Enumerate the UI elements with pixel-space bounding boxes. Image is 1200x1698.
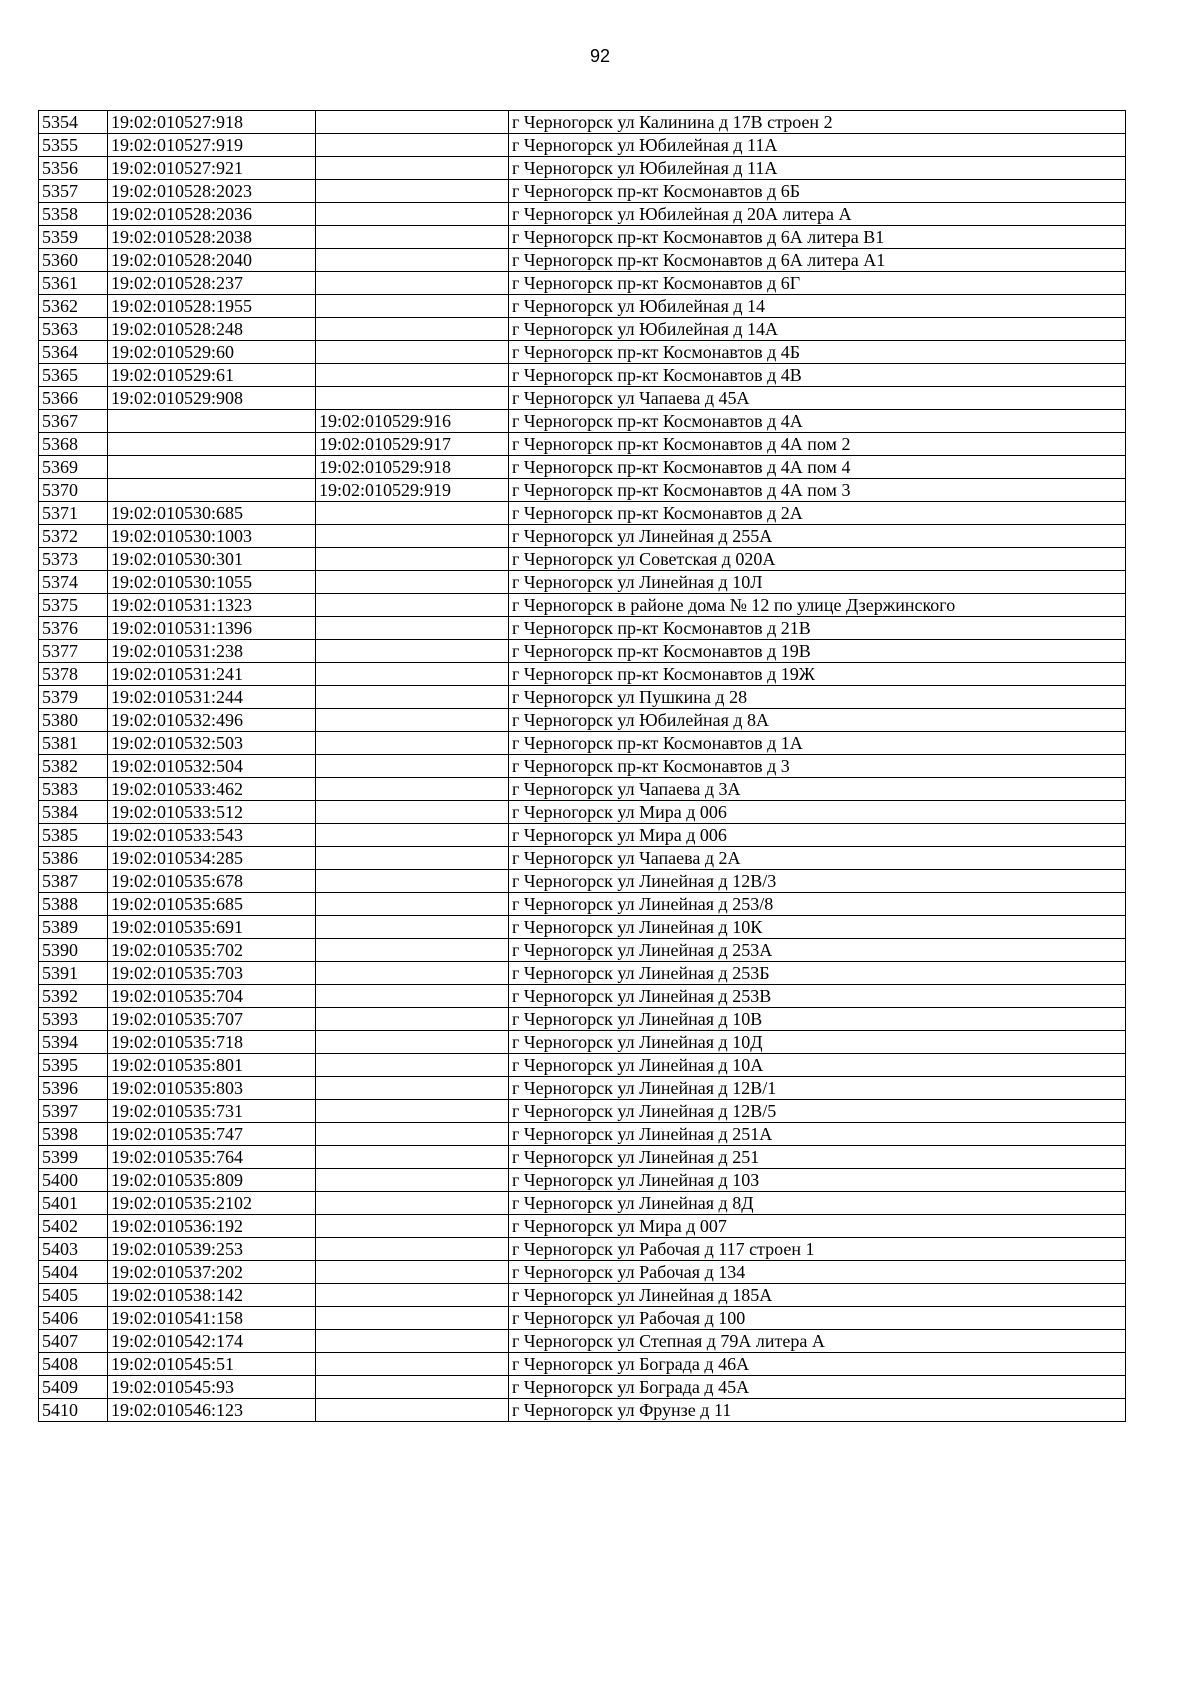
- secondary-cadastral-number-cell: [316, 1215, 509, 1238]
- secondary-cadastral-number-cell: [316, 226, 509, 249]
- secondary-cadastral-number-cell: [316, 594, 509, 617]
- cadastral-number-cell: 19:02:010535:718: [108, 1031, 316, 1054]
- address-cell: г Черногорск пр-кт Космонавтов д 6А литера А1: [509, 249, 1126, 272]
- row-number-cell: 5402: [39, 1215, 108, 1238]
- address-cell: г Черногорск ул Линейная д 10А: [509, 1054, 1126, 1077]
- address-cell: г Черногорск ул Линейная д 12В/1: [509, 1077, 1126, 1100]
- secondary-cadastral-number-cell: [316, 709, 509, 732]
- row-number-cell: 5404: [39, 1261, 108, 1284]
- row-number-cell: 5399: [39, 1146, 108, 1169]
- address-cell: г Черногорск ул Мира д 006: [509, 801, 1126, 824]
- row-number-cell: 5396: [39, 1077, 108, 1100]
- secondary-cadastral-number-cell: [316, 847, 509, 870]
- secondary-cadastral-number-cell: [316, 134, 509, 157]
- row-number-cell: 5410: [39, 1399, 108, 1422]
- row-number-cell: 5381: [39, 732, 108, 755]
- row-number-cell: 5386: [39, 847, 108, 870]
- row-number-cell: 5390: [39, 939, 108, 962]
- cadastral-number-cell: 19:02:010546:123: [108, 1399, 316, 1422]
- cadastral-number-cell: 19:02:010532:496: [108, 709, 316, 732]
- cadastral-number-cell: 19:02:010535:747: [108, 1123, 316, 1146]
- address-cell: г Черногорск пр-кт Космонавтов д 21В: [509, 617, 1126, 640]
- row-number-cell: 5384: [39, 801, 108, 824]
- row-number-cell: 5373: [39, 548, 108, 571]
- row-number-cell: 5362: [39, 295, 108, 318]
- cadastral-number-cell: 19:02:010530:685: [108, 502, 316, 525]
- cadastral-number-cell: 19:02:010535:731: [108, 1100, 316, 1123]
- cadastral-number-cell: 19:02:010535:803: [108, 1077, 316, 1100]
- address-cell: г Черногорск пр-кт Космонавтов д 4В: [509, 364, 1126, 387]
- row-number-cell: 5360: [39, 249, 108, 272]
- secondary-cadastral-number-cell: [316, 1077, 509, 1100]
- address-cell: г Черногорск пр-кт Космонавтов д 4А пом 3: [509, 479, 1126, 502]
- row-number-cell: 5374: [39, 571, 108, 594]
- secondary-cadastral-number-cell: [316, 502, 509, 525]
- table-row: [39, 410, 1126, 433]
- address-cell: г Черногорск ул Линейная д 10К: [509, 916, 1126, 939]
- table-row: [39, 1192, 1126, 1215]
- secondary-cadastral-number-cell: [316, 640, 509, 663]
- cadastral-number-cell: 19:02:010541:158: [108, 1307, 316, 1330]
- address-cell: г Черногорск пр-кт Космонавтов д 6Б: [509, 180, 1126, 203]
- secondary-cadastral-number-cell: [316, 525, 509, 548]
- secondary-cadastral-number-cell: [316, 962, 509, 985]
- table-row: [39, 1169, 1126, 1192]
- row-number-cell: 5377: [39, 640, 108, 663]
- table-row: [39, 295, 1126, 318]
- table-row: [39, 1376, 1126, 1399]
- cadastral-number-cell: 19:02:010535:691: [108, 916, 316, 939]
- table-row: [39, 801, 1126, 824]
- row-number-cell: 5409: [39, 1376, 108, 1399]
- secondary-cadastral-number-cell: [316, 939, 509, 962]
- address-cell: г Черногорск пр-кт Космонавтов д 4А пом 4: [509, 456, 1126, 479]
- cadastral-number-cell: 19:02:010530:1055: [108, 571, 316, 594]
- table-row: [39, 1077, 1126, 1100]
- row-number-cell: 5393: [39, 1008, 108, 1031]
- row-number-cell: 5408: [39, 1353, 108, 1376]
- row-number-cell: 5358: [39, 203, 108, 226]
- address-cell: г Черногорск пр-кт Космонавтов д 4А: [509, 410, 1126, 433]
- secondary-cadastral-number-cell: [316, 249, 509, 272]
- cadastral-number-cell: 19:02:010533:512: [108, 801, 316, 824]
- secondary-cadastral-number-cell: [316, 1238, 509, 1261]
- secondary-cadastral-number-cell: [316, 755, 509, 778]
- address-cell: г Черногорск ул Степная д 79А литера А: [509, 1330, 1126, 1353]
- row-number-cell: 5366: [39, 387, 108, 410]
- address-cell: г Черногорск ул Линейная д 251А: [509, 1123, 1126, 1146]
- address-cell: г Черногорск ул Линейная д 10З: [509, 1169, 1126, 1192]
- address-cell: г Черногорск ул Калинина д 17В строен 2: [509, 111, 1126, 134]
- cadastral-number-cell: 19:02:010531:241: [108, 663, 316, 686]
- secondary-cadastral-number-cell: [316, 571, 509, 594]
- address-cell: г Черногорск пр-кт Космонавтов д 1А: [509, 732, 1126, 755]
- cadastral-number-cell: 19:02:010531:244: [108, 686, 316, 709]
- table-row: [39, 479, 1126, 502]
- row-number-cell: 5367: [39, 410, 108, 433]
- table-row: [39, 640, 1126, 663]
- cadastral-number-cell: 19:02:010535:801: [108, 1054, 316, 1077]
- row-number-cell: 5370: [39, 479, 108, 502]
- row-number-cell: 5368: [39, 433, 108, 456]
- secondary-cadastral-number-cell: [316, 870, 509, 893]
- address-cell: г Черногорск ул Рабочая д 117 строен 1: [509, 1238, 1126, 1261]
- cadastral-number-cell: 19:02:010528:248: [108, 318, 316, 341]
- cadastral-number-cell: 19:02:010535:685: [108, 893, 316, 916]
- table-row: [39, 1146, 1126, 1169]
- table-row: [39, 226, 1126, 249]
- row-number-cell: 5403: [39, 1238, 108, 1261]
- table-row: [39, 525, 1126, 548]
- row-number-cell: 5380: [39, 709, 108, 732]
- address-cell: г Черногорск ул Линейная д 251: [509, 1146, 1126, 1169]
- table-row: [39, 916, 1126, 939]
- row-number-cell: 5391: [39, 962, 108, 985]
- address-cell: г Черногорск ул Линейная д 253Б: [509, 962, 1126, 985]
- address-cell: г Черногорск ул Линейная д 12В/5: [509, 1100, 1126, 1123]
- cadastral-number-cell: 19:02:010528:2038: [108, 226, 316, 249]
- secondary-cadastral-number-cell: [316, 1192, 509, 1215]
- cadastral-number-cell: 19:02:010530:301: [108, 548, 316, 571]
- secondary-cadastral-number-cell: [316, 916, 509, 939]
- table-row: [39, 778, 1126, 801]
- cadastral-number-cell: 19:02:010535:703: [108, 962, 316, 985]
- row-number-cell: 5376: [39, 617, 108, 640]
- secondary-cadastral-number-cell: [316, 1399, 509, 1422]
- table-row: [39, 180, 1126, 203]
- address-cell: г Черногорск ул Советская д 020А: [509, 548, 1126, 571]
- row-number-cell: 5397: [39, 1100, 108, 1123]
- secondary-cadastral-number-cell: [316, 364, 509, 387]
- table-row: [39, 1123, 1126, 1146]
- address-cell: г Черногорск ул Юбилейная д 14: [509, 295, 1126, 318]
- cadastral-number-cell: 19:02:010529:60: [108, 341, 316, 364]
- table-row: [39, 1100, 1126, 1123]
- secondary-cadastral-number-cell: [316, 1261, 509, 1284]
- table-row: [39, 157, 1126, 180]
- secondary-cadastral-number-cell: [316, 180, 509, 203]
- cadastral-number-cell: 19:02:010535:704: [108, 985, 316, 1008]
- secondary-cadastral-number-cell: 19:02:010529:917: [316, 433, 509, 456]
- row-number-cell: 5389: [39, 916, 108, 939]
- cadastral-number-cell: 19:02:010531:1323: [108, 594, 316, 617]
- cadastral-number-cell: 19:02:010535:2102: [108, 1192, 316, 1215]
- address-cell: г Черногорск пр-кт Космонавтов д 6Г: [509, 272, 1126, 295]
- table-row: [39, 387, 1126, 410]
- secondary-cadastral-number-cell: [316, 1123, 509, 1146]
- secondary-cadastral-number-cell: [316, 617, 509, 640]
- cadastral-number-cell: 19:02:010527:918: [108, 111, 316, 134]
- cadastral-number-cell: 19:02:010532:504: [108, 755, 316, 778]
- address-cell: г Черногорск ул Юбилейная д 11А: [509, 157, 1126, 180]
- cadastral-number-cell: 19:02:010530:1003: [108, 525, 316, 548]
- table-row: [39, 893, 1126, 916]
- secondary-cadastral-number-cell: [316, 1169, 509, 1192]
- address-cell: г Черногорск ул Чапаева д 2А: [509, 847, 1126, 870]
- secondary-cadastral-number-cell: [316, 548, 509, 571]
- cadastral-number-cell: 19:02:010531:238: [108, 640, 316, 663]
- table-row: [39, 272, 1126, 295]
- cadastral-number-cell: 19:02:010528:237: [108, 272, 316, 295]
- row-number-cell: 5378: [39, 663, 108, 686]
- row-number-cell: 5385: [39, 824, 108, 847]
- secondary-cadastral-number-cell: [316, 1031, 509, 1054]
- secondary-cadastral-number-cell: [316, 801, 509, 824]
- row-number-cell: 5364: [39, 341, 108, 364]
- row-number-cell: 5359: [39, 226, 108, 249]
- secondary-cadastral-number-cell: [316, 1376, 509, 1399]
- address-cell: г Черногорск ул Линейная д 12В/3: [509, 870, 1126, 893]
- row-number-cell: 5356: [39, 157, 108, 180]
- row-number-cell: 5363: [39, 318, 108, 341]
- address-cell: г Черногорск в районе дома № 12 по улице Дзержинского: [509, 594, 1126, 617]
- address-cell: г Черногорск ул Рабочая д 100: [509, 1307, 1126, 1330]
- table-row: [39, 617, 1126, 640]
- secondary-cadastral-number-cell: [316, 1008, 509, 1031]
- address-cell: г Черногорск ул Линейная д 10Д: [509, 1031, 1126, 1054]
- table-row: [39, 1284, 1126, 1307]
- cadastral-number-cell: 19:02:010535:707: [108, 1008, 316, 1031]
- table-row: [39, 548, 1126, 571]
- table-row: [39, 755, 1126, 778]
- row-number-cell: 5357: [39, 180, 108, 203]
- address-cell: г Черногорск пр-кт Космонавтов д 4Б: [509, 341, 1126, 364]
- secondary-cadastral-number-cell: [316, 663, 509, 686]
- address-cell: г Черногорск пр-кт Космонавтов д 19В: [509, 640, 1126, 663]
- cadastral-number-cell: 19:02:010534:285: [108, 847, 316, 870]
- table-row: [39, 111, 1126, 134]
- secondary-cadastral-number-cell: [316, 1353, 509, 1376]
- table-row: [39, 686, 1126, 709]
- cadastral-number-cell: 19:02:010531:1396: [108, 617, 316, 640]
- address-cell: г Черногорск ул Юбилейная д 14А: [509, 318, 1126, 341]
- cadastral-number-cell: 19:02:010545:51: [108, 1353, 316, 1376]
- table-row: [39, 571, 1126, 594]
- records-table: [38, 110, 1126, 1422]
- page-number: 92: [589, 46, 611, 66]
- cadastral-number-cell: 19:02:010527:919: [108, 134, 316, 157]
- row-number-cell: 5388: [39, 893, 108, 916]
- table-row: [39, 203, 1126, 226]
- address-cell: г Черногорск ул Линейная д 255А: [509, 525, 1126, 548]
- address-cell: г Черногорск ул Мира д 007: [509, 1215, 1126, 1238]
- row-number-cell: 5355: [39, 134, 108, 157]
- table-row: [39, 824, 1126, 847]
- address-cell: г Черногорск ул Линейная д 10В: [509, 1008, 1126, 1031]
- address-cell: г Черногорск ул Линейная д 185А: [509, 1284, 1126, 1307]
- cadastral-number-cell: 19:02:010528:1955: [108, 295, 316, 318]
- address-cell: г Черногорск ул Фрунзе д 11: [509, 1399, 1126, 1422]
- table-row: [39, 962, 1126, 985]
- table-row: [39, 1307, 1126, 1330]
- address-cell: г Черногорск ул Пушкина д 28: [509, 686, 1126, 709]
- row-number-cell: 5365: [39, 364, 108, 387]
- secondary-cadastral-number-cell: [316, 893, 509, 916]
- secondary-cadastral-number-cell: [316, 732, 509, 755]
- cadastral-number-cell: 19:02:010545:93: [108, 1376, 316, 1399]
- row-number-cell: 5401: [39, 1192, 108, 1215]
- cadastral-number-cell: 19:02:010538:142: [108, 1284, 316, 1307]
- row-number-cell: 5372: [39, 525, 108, 548]
- cadastral-number-cell: [108, 433, 316, 456]
- secondary-cadastral-number-cell: [316, 778, 509, 801]
- row-number-cell: 5406: [39, 1307, 108, 1330]
- table-row: [39, 134, 1126, 157]
- address-cell: г Черногорск пр-кт Космонавтов д 3: [509, 755, 1126, 778]
- secondary-cadastral-number-cell: [316, 1284, 509, 1307]
- row-number-cell: 5395: [39, 1054, 108, 1077]
- row-number-cell: 5394: [39, 1031, 108, 1054]
- table-row: [39, 939, 1126, 962]
- address-cell: г Черногорск ул Мира д 006: [509, 824, 1126, 847]
- cadastral-number-cell: 19:02:010528:2036: [108, 203, 316, 226]
- address-cell: г Черногорск ул Линейная д 253А: [509, 939, 1126, 962]
- row-number-cell: 5383: [39, 778, 108, 801]
- row-number-cell: 5354: [39, 111, 108, 134]
- secondary-cadastral-number-cell: [316, 111, 509, 134]
- address-cell: г Черногорск ул Бограда д 46А: [509, 1353, 1126, 1376]
- cadastral-number-cell: 19:02:010535:764: [108, 1146, 316, 1169]
- address-cell: г Черногорск ул Линейная д 253/8: [509, 893, 1126, 916]
- secondary-cadastral-number-cell: [316, 318, 509, 341]
- secondary-cadastral-number-cell: [316, 272, 509, 295]
- cadastral-number-cell: [108, 410, 316, 433]
- cadastral-number-cell: 19:02:010533:462: [108, 778, 316, 801]
- cadastral-number-cell: 19:02:010527:921: [108, 157, 316, 180]
- cadastral-number-cell: 19:02:010535:809: [108, 1169, 316, 1192]
- table-row: [39, 870, 1126, 893]
- table-row: [39, 1353, 1126, 1376]
- table-row: [39, 364, 1126, 387]
- cadastral-number-cell: [108, 456, 316, 479]
- table-row: [39, 985, 1126, 1008]
- secondary-cadastral-number-cell: [316, 295, 509, 318]
- table-row: [39, 502, 1126, 525]
- cadastral-number-cell: 19:02:010535:702: [108, 939, 316, 962]
- address-cell: г Черногорск ул Юбилейная д 20А литера А: [509, 203, 1126, 226]
- secondary-cadastral-number-cell: [316, 203, 509, 226]
- row-number-cell: 5371: [39, 502, 108, 525]
- secondary-cadastral-number-cell: [316, 1100, 509, 1123]
- table-row: [39, 1054, 1126, 1077]
- row-number-cell: 5405: [39, 1284, 108, 1307]
- address-cell: г Черногорск ул Бограда д 45А: [509, 1376, 1126, 1399]
- cadastral-number-cell: 19:02:010528:2023: [108, 180, 316, 203]
- address-cell: г Черногорск ул Чапаева д 45А: [509, 387, 1126, 410]
- cadastral-number-cell: 19:02:010529:61: [108, 364, 316, 387]
- secondary-cadastral-number-cell: [316, 985, 509, 1008]
- secondary-cadastral-number-cell: [316, 1146, 509, 1169]
- secondary-cadastral-number-cell: [316, 157, 509, 180]
- address-cell: г Черногорск ул Линейная д 10Л: [509, 571, 1126, 594]
- cadastral-number-cell: 19:02:010533:543: [108, 824, 316, 847]
- secondary-cadastral-number-cell: [316, 387, 509, 410]
- table-row: [39, 1330, 1126, 1353]
- address-cell: г Черногорск пр-кт Космонавтов д 4А пом 2: [509, 433, 1126, 456]
- cadastral-number-cell: 19:02:010528:2040: [108, 249, 316, 272]
- table-row: [39, 847, 1126, 870]
- table-row: [39, 1008, 1126, 1031]
- row-number-cell: 5392: [39, 985, 108, 1008]
- table-row: [39, 456, 1126, 479]
- secondary-cadastral-number-cell: [316, 686, 509, 709]
- cadastral-number-cell: 19:02:010529:908: [108, 387, 316, 410]
- cadastral-number-cell: [108, 479, 316, 502]
- cadastral-number-cell: 19:02:010535:678: [108, 870, 316, 893]
- address-cell: г Черногорск пр-кт Космонавтов д 19Ж: [509, 663, 1126, 686]
- address-cell: г Черногорск пр-кт Космонавтов д 2А: [509, 502, 1126, 525]
- cadastral-number-cell: 19:02:010537:202: [108, 1261, 316, 1284]
- row-number-cell: 5379: [39, 686, 108, 709]
- address-cell: г Черногорск ул Юбилейная д 8А: [509, 709, 1126, 732]
- address-cell: г Черногорск ул Линейная д 253В: [509, 985, 1126, 1008]
- secondary-cadastral-number-cell: [316, 1054, 509, 1077]
- row-number-cell: 5387: [39, 870, 108, 893]
- cadastral-number-cell: 19:02:010542:174: [108, 1330, 316, 1353]
- secondary-cadastral-number-cell: 19:02:010529:916: [316, 410, 509, 433]
- table-row: [39, 433, 1126, 456]
- secondary-cadastral-number-cell: [316, 341, 509, 364]
- row-number-cell: 5398: [39, 1123, 108, 1146]
- address-cell: г Черногорск ул Юбилейная д 11А: [509, 134, 1126, 157]
- row-number-cell: 5375: [39, 594, 108, 617]
- table-row: [39, 663, 1126, 686]
- row-number-cell: 5400: [39, 1169, 108, 1192]
- table-row: [39, 1031, 1126, 1054]
- row-number-cell: 5382: [39, 755, 108, 778]
- cadastral-number-cell: 19:02:010539:253: [108, 1238, 316, 1261]
- address-cell: г Черногорск пр-кт Космонавтов д 6А литера В1: [509, 226, 1126, 249]
- secondary-cadastral-number-cell: [316, 824, 509, 847]
- row-number-cell: 5407: [39, 1330, 108, 1353]
- secondary-cadastral-number-cell: 19:02:010529:919: [316, 479, 509, 502]
- address-cell: г Черногорск ул Чапаева д 3А: [509, 778, 1126, 801]
- table-row: [39, 732, 1126, 755]
- secondary-cadastral-number-cell: 19:02:010529:918: [316, 456, 509, 479]
- secondary-cadastral-number-cell: [316, 1330, 509, 1353]
- table-row: [39, 594, 1126, 617]
- table-row: [39, 249, 1126, 272]
- cadastral-number-cell: 19:02:010532:503: [108, 732, 316, 755]
- row-number-cell: 5369: [39, 456, 108, 479]
- table-row: [39, 1238, 1126, 1261]
- records-table-body: [39, 111, 1126, 1422]
- table-row: [39, 709, 1126, 732]
- address-cell: г Черногорск ул Рабочая д 134: [509, 1261, 1126, 1284]
- row-number-cell: 5361: [39, 272, 108, 295]
- table-row: [39, 1261, 1126, 1284]
- cadastral-number-cell: 19:02:010536:192: [108, 1215, 316, 1238]
- table-row: [39, 1215, 1126, 1238]
- table-row: [39, 318, 1126, 341]
- table-row: [39, 1399, 1126, 1422]
- address-cell: г Черногорск ул Линейная д 8Д: [509, 1192, 1126, 1215]
- secondary-cadastral-number-cell: [316, 1307, 509, 1330]
- table-row: [39, 341, 1126, 364]
